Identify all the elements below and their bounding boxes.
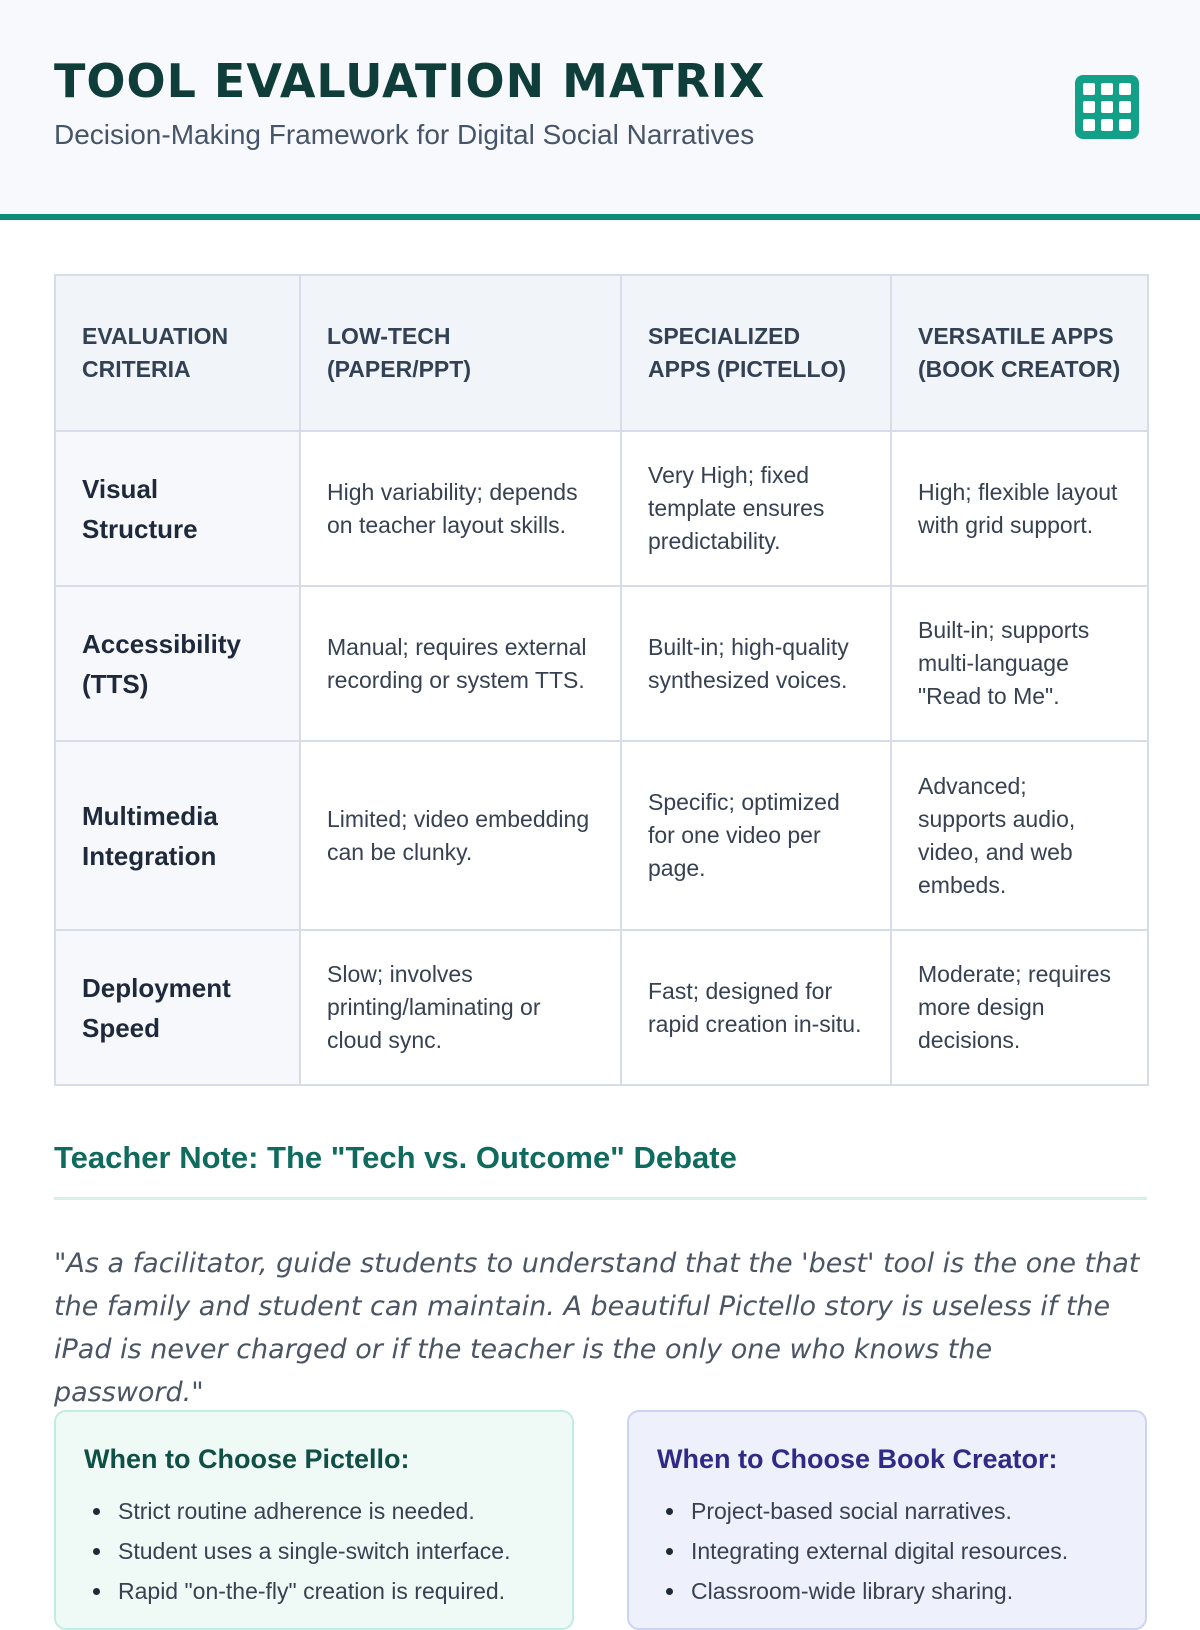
criterion-cell: Visual Structure: [55, 431, 300, 586]
table-row: [55, 586, 1148, 741]
pictello-card: [54, 1410, 574, 1630]
list-item: Project-based social narratives.: [657, 1491, 1117, 1531]
table-cell: Specific; optimized for one video per page.: [621, 741, 891, 930]
page-subtitle: Decision-Making Framework for Digital Social Narratives: [54, 119, 755, 150]
matrix-header-row: [55, 275, 1148, 431]
column-header: EVALUATION CRITERIA: [55, 275, 300, 431]
table-cell: High variability; depends on teacher layout skills.: [300, 431, 621, 586]
page-header: [0, 0, 1200, 220]
table-cell: Manual; requires external recording or system TTS.: [300, 586, 621, 741]
column-header: SPECIALIZED APPS (PICTELLO): [621, 275, 891, 431]
divider: [54, 1197, 1147, 1200]
table-cell: Limited; video embedding can be clunky.: [300, 741, 621, 930]
list-item: Classroom-wide library sharing.: [657, 1571, 1117, 1611]
evaluation-matrix: [54, 274, 1149, 1086]
table-row: [55, 431, 1148, 586]
grid-icon: [1072, 72, 1142, 142]
table-cell: Very High; fixed template ensures predictability.: [621, 431, 891, 586]
teacher-note-title: Teacher Note: The "Tech vs. Outcome" Debate: [54, 1140, 737, 1175]
table-row: [55, 741, 1148, 930]
column-header: LOW-TECH (PAPER/PPT): [300, 275, 621, 431]
teacher-note-quote: "As a facilitator, guide students to understand that the 'best' tool is the one that the family and student can maintain. A beautiful Pictello story is useless if the iPad is never charged or if the teacher is the only one who knows the password.": [54, 1248, 1140, 1408]
book-creator-card-title: When to Choose Book Creator:: [657, 1444, 1058, 1474]
list-item: Student uses a single-switch interface.: [84, 1531, 544, 1571]
table-cell: Moderate; requires more design decisions.: [891, 930, 1148, 1085]
table-cell: Slow; involves printing/laminating or cloud sync.: [300, 930, 621, 1085]
pictello-list: [84, 1491, 544, 1611]
criterion-cell: Deployment Speed: [55, 930, 300, 1085]
criterion-cell: Multimedia Integration: [55, 741, 300, 930]
table-cell: High; flexible layout with grid support.: [891, 431, 1148, 586]
table-cell: Built-in; supports multi-language "Read to Me".: [891, 586, 1148, 741]
table-cell: Fast; designed for rapid creation in-situ.: [621, 930, 891, 1085]
table-cell: Built-in; high-quality synthesized voices.: [621, 586, 891, 741]
column-header: VERSATILE APPS (BOOK CREATOR): [891, 275, 1148, 431]
pictello-card-title: When to Choose Pictello:: [84, 1444, 410, 1474]
list-item: Rapid "on-the-fly" creation is required.: [84, 1571, 544, 1611]
table-cell: Advanced; supports audio, video, and web embeds.: [891, 741, 1148, 930]
book-creator-list: [657, 1491, 1117, 1611]
criterion-cell: Accessibility (TTS): [55, 586, 300, 741]
page-title: TOOL EVALUATION MATRIX: [54, 54, 766, 108]
book-creator-card: [627, 1410, 1147, 1630]
list-item: Integrating external digital resources.: [657, 1531, 1117, 1571]
table-row: [55, 930, 1148, 1085]
list-item: Strict routine adherence is needed.: [84, 1491, 544, 1531]
